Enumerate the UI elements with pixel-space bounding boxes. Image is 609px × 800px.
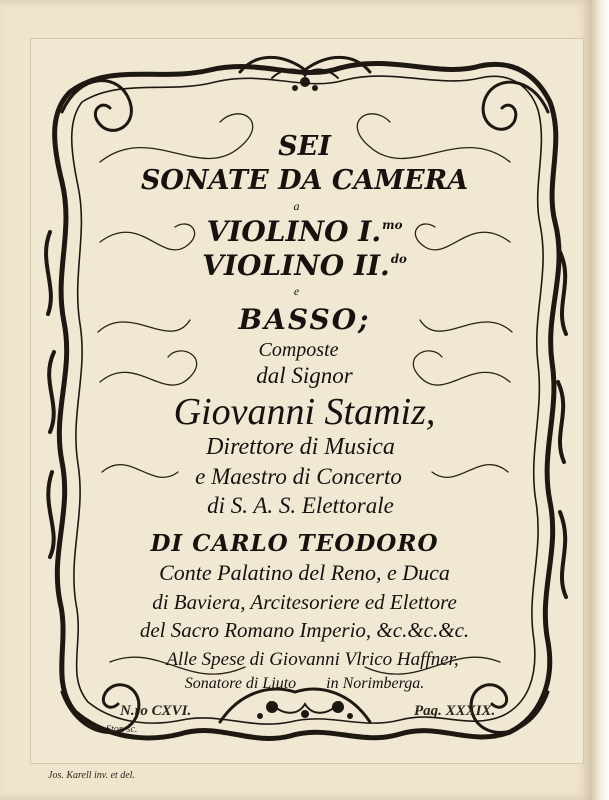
catalog-number: N.ro CXVI. bbox=[120, 703, 192, 719]
catalog-page: Pag. XXXIX. bbox=[414, 703, 496, 719]
patron-line-2: di Baviera, Arcitesoriere ed Elettore bbox=[152, 590, 457, 614]
publisher-line-2 bbox=[0, 676, 609, 692]
engraver-credit: Stor. sc. bbox=[106, 724, 138, 735]
patron-line-1: Conte Palatino del Reno, e Duca bbox=[159, 560, 450, 585]
publisher-occupation: Sonatore di Liuto bbox=[184, 675, 297, 692]
connector-e: e bbox=[293, 284, 300, 298]
composer-name: Giovanni Stamiz, bbox=[173, 391, 436, 433]
patron-name: DI CARLO TEODORO bbox=[150, 530, 439, 557]
composer-role-2: e Maestro di Concerto bbox=[195, 464, 402, 489]
connector-a: a bbox=[293, 199, 300, 213]
instrument-violin-2: VIOLINO II.$^{do}$ bbox=[202, 249, 407, 282]
publisher-city: in Norimberga. bbox=[326, 675, 425, 692]
dal-signor-label: dal Signor bbox=[256, 363, 353, 388]
composte-label: Composte bbox=[258, 339, 339, 361]
designer-credit: Jos. Karell inv. et del. bbox=[48, 770, 135, 781]
instrument-violin-1: VIOLINO I.$^{mo}$ bbox=[206, 215, 403, 248]
patron-line-3: del Sacro Romano Imperio, &c.&c.&c. bbox=[139, 618, 470, 642]
title-sonate-da-camera: SONATE DA CAMERA bbox=[140, 165, 469, 196]
publisher-line-1: Alle Spese di Giovanni Vlrico Haffner, bbox=[166, 649, 459, 670]
instrument-basso: BASSO; bbox=[238, 303, 371, 336]
composer-role-1: Direttore di Musica bbox=[206, 434, 395, 460]
composer-role-3: di S. A. S. Elettorale bbox=[207, 493, 394, 518]
title-sei: SEI bbox=[278, 131, 331, 162]
